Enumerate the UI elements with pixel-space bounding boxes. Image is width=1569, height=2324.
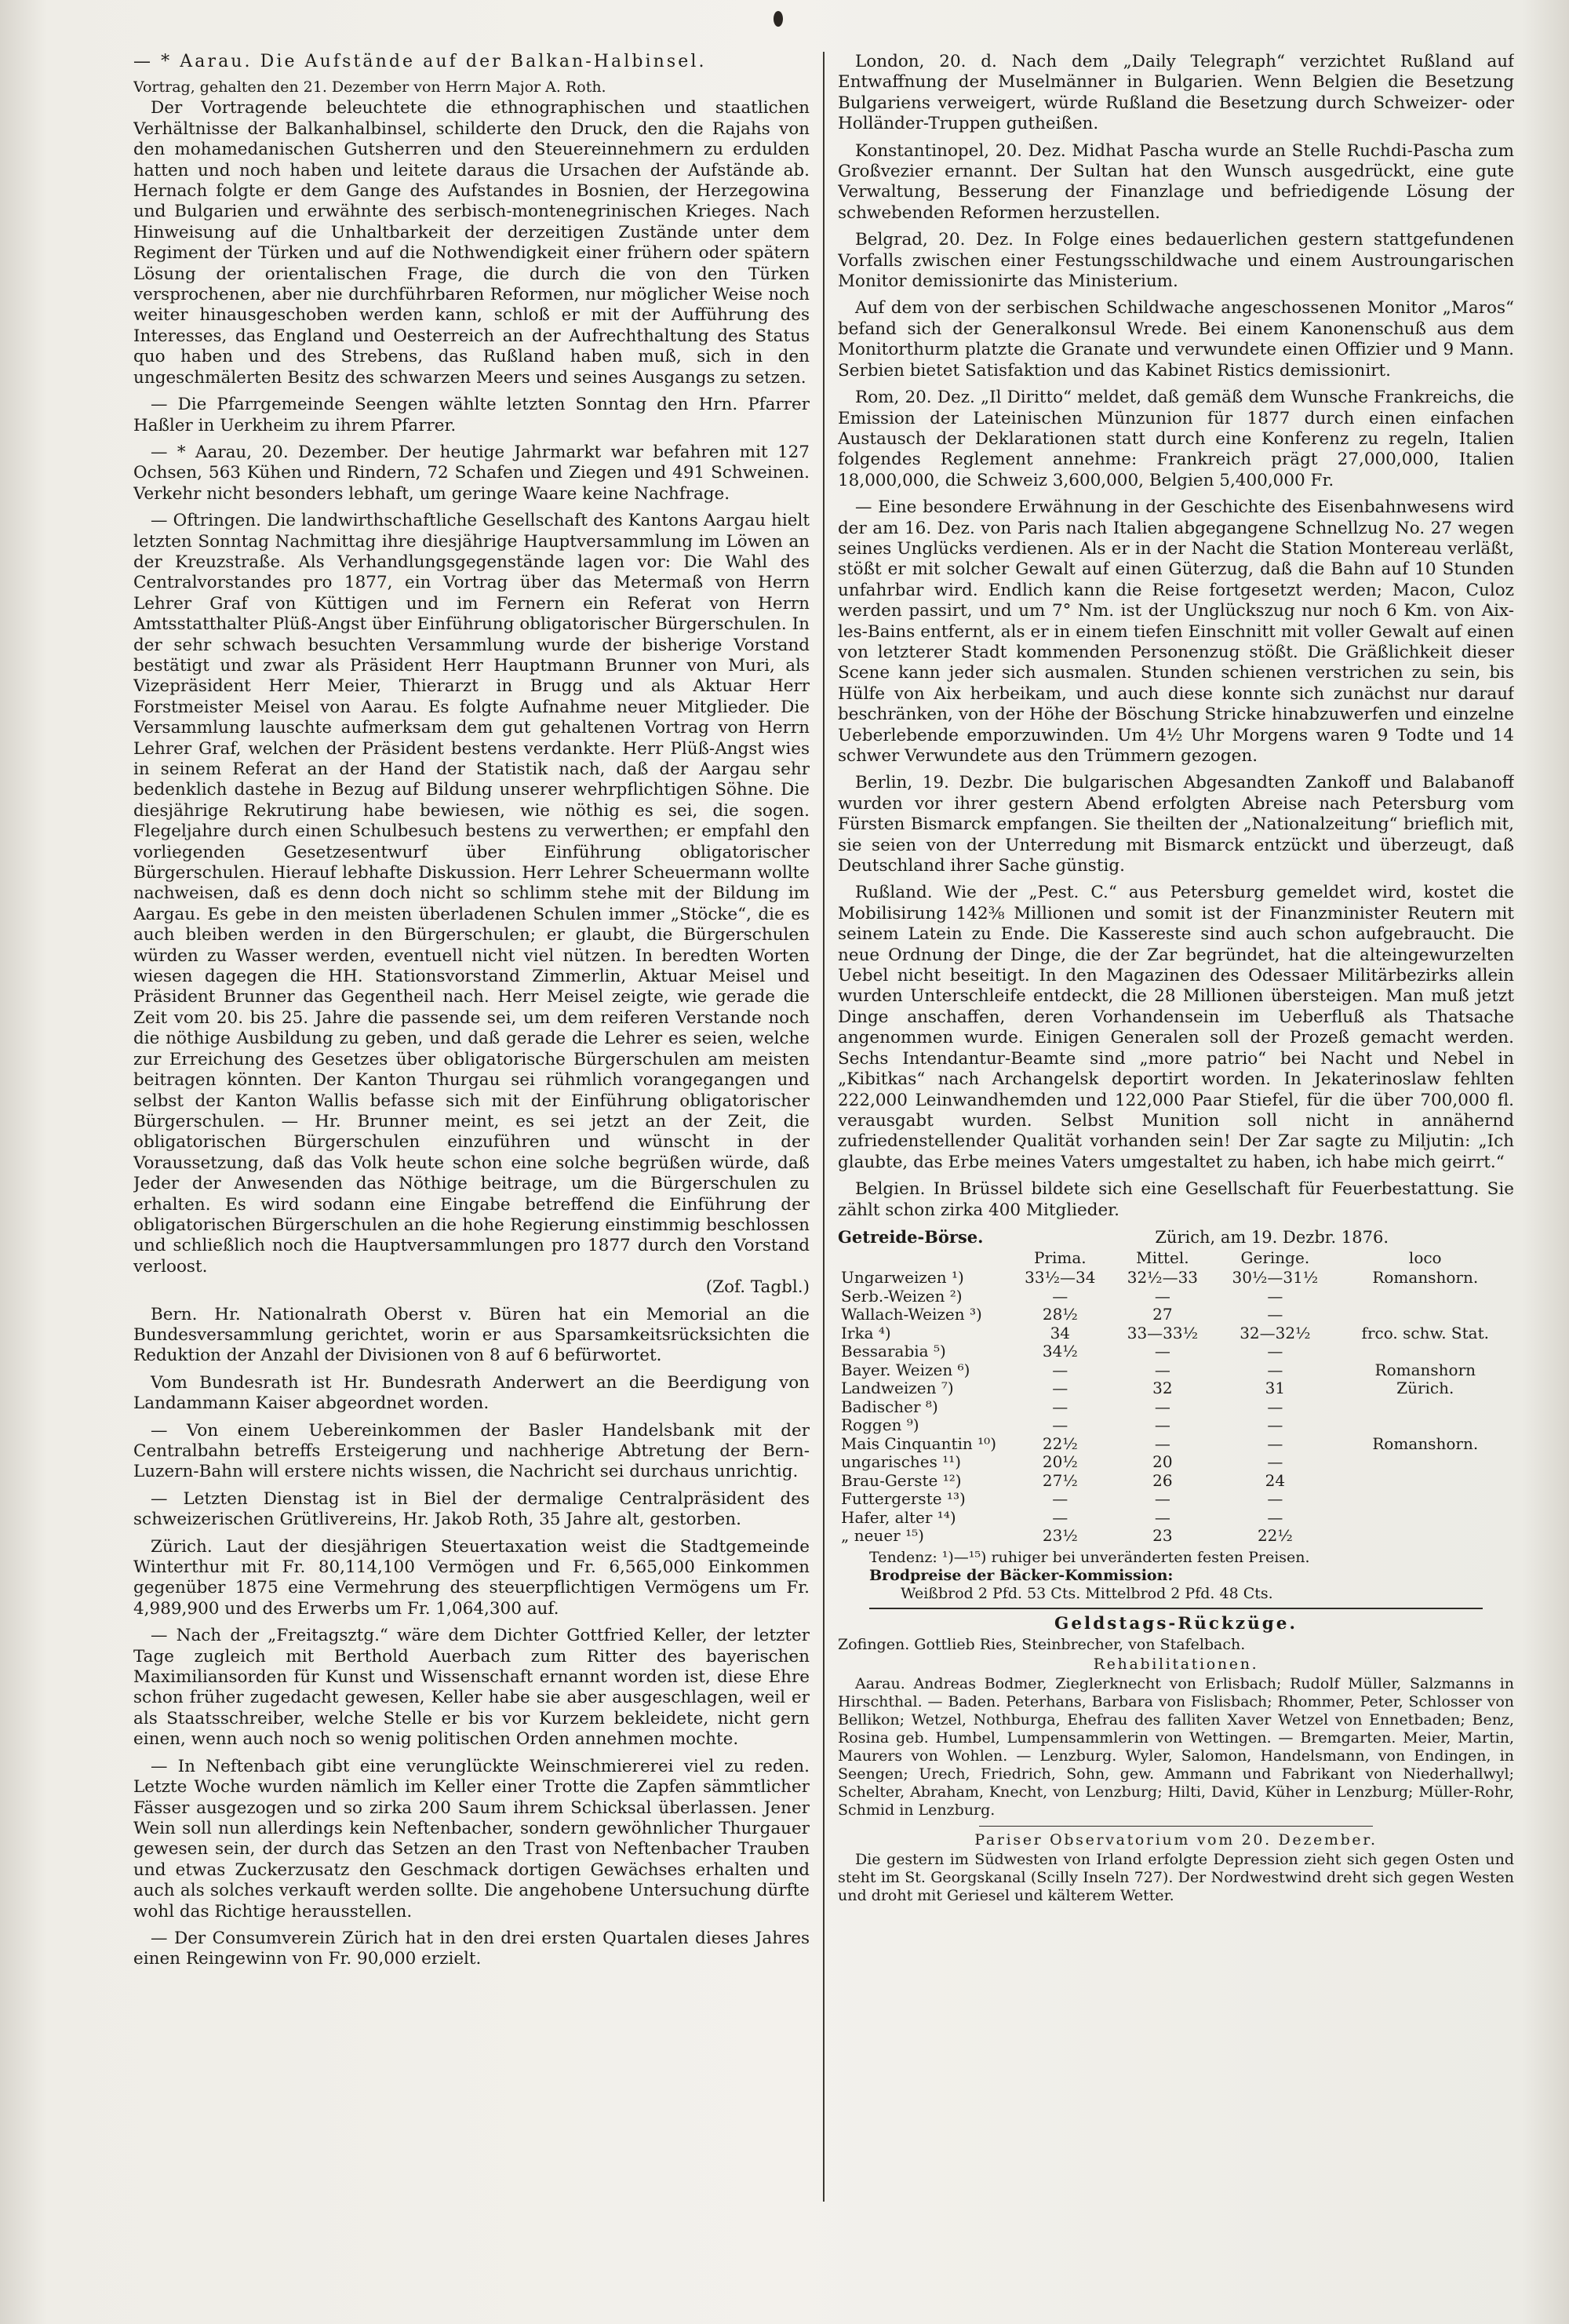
market-price-cell: — — [1154, 1286, 1170, 1306]
market-price-cell: Romanshorn — [1374, 1360, 1476, 1379]
market-price-cell: — — [1052, 1397, 1068, 1416]
observatorium-title: Pariser Observatorium vom 20. Dezember. — [974, 1831, 1378, 1849]
market-tendenz: Tendenz: ¹)—¹⁵) ruhiger bei unveränderten festen Preisen. — [869, 1548, 1310, 1566]
brod-prices: Weißbrod 2 Pfd. 53 Cts. Mittelbrod 2 Pfd. 48 Cts. — [901, 1584, 1273, 1602]
right-column — [838, 52, 1514, 2277]
market-price-cell: — — [1052, 1379, 1068, 1398]
article-london: London, 20. d. Nach dem „Daily Telegraph“ verzichtet Rußland auf Entwaffnung der Muselmänner in Bulgarien. Wenn Belgien die Besetzung Bulgariens verweigert, würde Rußland die Besetzung durch Schweizer- oder Holländer-Truppen gutheißen. — [838, 52, 1514, 134]
market-row — [838, 1361, 1514, 1380]
rehab-list: Aarau. Andreas Bodmer, Zieglerknecht von Erlisbach; Rudolf Müller, Salzmanns in Hirschthal. — Baden. Peterhans, Barbara von Fislisbach; Rhommer, Peter, Schlosser von Bellikon; Wetzel, Nothburga, Ehefrau des falliten Xaver Wetzel von Ennetbaden; Benz, Rosina geb. Humbel, Lumpensammlerin von Wettingen. — Bremgarten. Meier, Martin, Maurers von Wohlen. — Lenzburg. Wyler, Salomon, Handelsmann, von Endingen, in Seengen; Urech, Friedrich, Sohn, gew. Ammann und Fabrikant von Niederhallwyl; Schelter, Abraham, Knecht, von Lenzburg; Hilti, David, Küher in Lenzburg; Müller-Rohr, Schmid in Lenzburg. — [838, 1675, 1514, 1819]
market-grain-name: Bayer. Weizen ⁶) — [841, 1360, 970, 1379]
market-price-cell: — — [1267, 1360, 1283, 1379]
market-price-cell: — — [1052, 1489, 1068, 1509]
rehab-title: Rehabilitationen. — [1093, 1656, 1259, 1674]
section-rule-short — [979, 1826, 1373, 1827]
market-price-cell: — — [1154, 1433, 1170, 1453]
market-price-cell: — — [1267, 1286, 1283, 1306]
article-rom: Rom, 20. Dez. „Il Diritto“ meldet, daß gemäß dem Wunsche Frankreichs, die Emission der Lateinischen Münzunion für 1877 durch einen einfachen Austausch der Deklarationen statt durch eine Konferenz zu regeln, Italien folgendes Reglement annehme: Frankreich prägt 27,000,000, Italien 18,000,000, die Schweiz 3,600,000, Belgien 5,400,000 Fr. — [838, 388, 1514, 490]
market-grain-name: Landweizen ⁷) — [841, 1379, 954, 1398]
market-price-cell: 22½ — [1042, 1433, 1078, 1453]
market-price-cell: — — [1267, 1489, 1283, 1509]
market-price-cell: — — [1154, 1342, 1170, 1361]
market-grain-name: Serb.-Weizen ²) — [841, 1286, 963, 1306]
market-row — [838, 1324, 1514, 1343]
market-price-cell: — — [1154, 1415, 1170, 1435]
market-price-cell: — — [1267, 1452, 1283, 1472]
article-aarau-market: — * Aarau, 20. Dezember. Der heutige Jahrmarkt war befahren mit 127 Ochsen, 563 Kühen und Rindern, 72 Schafen und Ziegen und 491 Schweinen. Verkehr nicht besonders lebhaft, um geringe Waare keine Nachfrage. — [133, 442, 810, 504]
article-aarau-heading: — * Aarau. Die Aufstände auf der Balkan-Halbinsel. — [133, 52, 707, 71]
market-price-cell: — — [1267, 1433, 1283, 1453]
market-price-cell: — — [1052, 1286, 1068, 1306]
market-grain-name: Roggen ⁹) — [841, 1415, 919, 1435]
market-price-cell: 33½—34 — [1025, 1268, 1096, 1288]
market-grain-name: ungarisches ¹¹) — [841, 1452, 962, 1472]
market-row — [838, 1416, 1514, 1435]
market-price-cell — [1337, 1416, 1514, 1435]
market-price-cell: — — [1267, 1507, 1283, 1527]
section-rule — [869, 1608, 1483, 1609]
market-rows — [838, 1269, 1514, 1546]
market-price-cell: 32½—33 — [1127, 1268, 1199, 1288]
article-consumverein: — Der Consumverein Zürich hat in den drei ersten Quartalen dieses Jahres einen Reingewinn von Fr. 90,000 erzielt. — [133, 1928, 810, 1969]
grain-price-table — [838, 1249, 1514, 1546]
market-row — [838, 1509, 1514, 1528]
market-grain-name: Hafer, alter ¹⁴) — [841, 1507, 956, 1527]
article-oftringen-source: (Zof. Tagbl.) — [705, 1277, 810, 1298]
market-price-cell: 32—32½ — [1240, 1323, 1311, 1342]
market-row — [838, 1306, 1514, 1324]
market-price-cell: 23½ — [1042, 1526, 1078, 1546]
market-price-cell: — — [1267, 1397, 1283, 1416]
article-belgien: Belgien. In Brüssel bildete sich eine Gesellschaft für Feuerbestattung. Sie zählt schon zirka 400 Mitglieder. — [838, 1179, 1514, 1220]
market-price-cell: 30½—31½ — [1232, 1268, 1319, 1288]
market-price-cell — [1337, 1306, 1514, 1324]
brod-title: Brodpreise der Bäcker-Kommission: — [869, 1566, 1174, 1584]
market-price-cell — [1337, 1472, 1514, 1491]
market-row — [838, 1453, 1514, 1472]
market-grain-name: Brau-Gerste ¹²) — [841, 1470, 962, 1490]
market-row — [838, 1269, 1514, 1288]
article-berlin: Berlin, 19. Dezbr. Die bulgarischen Abgesandten Zankoff und Balabanoff wurden vor ihrer gestern Abend erfolgten Abreise nach Petersburg vom Fürsten Bismarck empfangen. Sie theilten der „Nationalzeitung“ brieflich mit, sie seien von der Unterredung mit Bismarck entzückt und überzeugt, daß Deutschland ihrer Sache günstig. — [838, 773, 1514, 876]
market-header-row — [838, 1249, 1514, 1269]
market-grain-name: Ungarweizen ¹) — [841, 1268, 964, 1288]
market-col-header: Mittel. — [1136, 1248, 1189, 1267]
article-eisenbahn: — Eine besondere Erwähnung in der Geschichte des Eisenbahnwesens wird der am 16. Dez. von Paris nach Italien abgegangene Schnellzug No. 27 wegen seines Unglücks verdienen. Als er in der Nacht die Station Montereau verläßt, stößt er mit solcher Gewalt auf einen Güterzug, daß die Bahn auf 10 Stunden unfahrbar wird. Endlich kann die Reise fortgesetzt werden; Macon, Culoz werden passirt, und um 7° Nm. ist der Unglückszug nur noch 6 Km. von Aix-les-Bains entfernt, als er in einem tiefen Einschnitt mit voller Gewalt auf einen von letzterer Stadt kommenden Personenzug stößt. Die Gräßlichkeit dieser Scene kann jeder sich ausmalen. Stunden schienen verstrichen zu sein, bis Hülfe von Aix herbeikam, und auch diese konnte sich zunächst nur darauf beschränken, von der Höhe der Böschung Stricke hinabzuwerfen und einzelne Ueberlebende emporzuwinden. Um 4½ Uhr Morgens waren 9 Todte und 14 schwer Verwundete aus den Trümmern gezogen. — [838, 497, 1514, 766]
market-grain-name: „ neuer ¹⁵) — [841, 1526, 924, 1546]
market-header-blank — [838, 1249, 1009, 1269]
market-col-header: loco — [1408, 1248, 1442, 1267]
market-grain-name: Wallach-Weizen ³) — [841, 1305, 982, 1324]
market-grain-name: Badischer ⁸) — [841, 1397, 938, 1416]
article-zuerich-steuer: Zürich. Laut der diesjährigen Steuertaxation weist die Stadtgemeinde Winterthur mit Fr. 80,114,100 Vermögen und Fr. 6,565,000 Einkommen gegenüber 1875 eine Vermehrung des steuerpflichtigen Vermögens um Fr. 4,989,900 und des Erwerbs um Fr. 1,064,300 auf. — [133, 1536, 810, 1619]
market-price-cell: 27½ — [1042, 1470, 1078, 1490]
market-row — [838, 1288, 1514, 1306]
market-price-cell: 28½ — [1042, 1305, 1078, 1324]
article-aarau-body: Der Vortragende beleuchtete die ethnographischen und staatlichen Verhältnisse der Balkanhalbinsel, schilderte den Druck, den die Rajahs von den mohamedanischen Gutsherren und den Steuereinnehmern zu erdulden hatten und noch haben und leitete daraus die Ursachen der Aufstände ab. Hernach folgte er dem Gange des Aufstandes in Bosnien, der Herzegowina und Bulgarien und erwähnte des serbisch-montenegrinischen Krieges. Nach Hinweisung auf die Unhaltbarkeit der derzeitigen Zustände unter dem Regiment der Türken und auf die Nothwendigkeit einer frühern oder spätern Lösung der orientalischen Frage, die durch die von den Türken versprochenen, aber nie durchführbaren Reformen, nur möglicher Weise noch weiter hinausgeschoben werden kann, schloß er mit der Aufführung des Interesses, das England und Oesterreich an der Aufrechthaltung des Status quo haben und des Strebens, das Rußland haben muß, sich in den ungeschmälerten Besitz des schwarzen Meers und seines Ausgangs zu setzen. — [133, 98, 810, 388]
market-col-header: Geringe. — [1240, 1248, 1310, 1267]
article-monitor-maros: Auf dem von der serbischen Schildwache angeschossenen Monitor „Maros“ befand sich der Generalkonsul Wrede. Bei einem Kanonenschuß aus dem Monitorthurm platzte die Granate und verwundete einen Offizier und 9 Mann. Serbien bietet Satisfaktion und das Kabinet Ristics demissionirt. — [838, 298, 1514, 381]
article-russland: Rußland. Wie der „Pest. C.“ aus Petersburg gemeldet wird, kostet die Mobilisirung 142⅜ Millionen und somit ist der Finanzminister Reutern mit seinem Latein zu Ende. Die Kassereste sind auch schon aufgebraucht. Die neue Ordnung der Dinge, die der Zar begründet, hat die alteingewurzelten Uebel nicht beseitigt. In den Magazinen des Odessaer Militärbezirks allein wurden Unterschleife entdeckt, die 28 Millionen übersteigen. Man muß jetzt Dinge anschaffen, deren Vorhandensein im Ueberfluß als Thatsache angenommen wurde. Einigen Generalen soll der Prozeß gemacht werden. Sechs Intendantur-Beamte sind „more patrio“ bei Nacht und Nebel in „Kibitkas“ nach Archangelsk deportirt worden. In Jekaterinoslaw fehlten 222,000 Leinwandhemden und 122,000 Paar Stiefel, für die über 700,000 fl. verausgabt wurden. Selbst Munition soll nicht in annähernd zufriedenstellender Qualität vorhanden sein! Der Zar sagte zu Miljutin: „Ich glaubte, das Erbe meines Vaters umgestaltet zu haben, ich habe mich geirrt.“ — [838, 883, 1514, 1172]
market-price-cell: 32 — [1152, 1379, 1173, 1398]
geldstag-title: Geldstags-Rückzüge. — [1054, 1613, 1298, 1634]
market-grain-name: Irka ⁴) — [841, 1323, 891, 1342]
market-header — [838, 1227, 1514, 1248]
article-aarau-subheading: Vortrag, gehalten den 21. Dezember von Herrn Major A. Roth. — [133, 78, 606, 97]
market-price-cell: frco. schw. Stat. — [1361, 1323, 1489, 1342]
market-price-cell: 31 — [1265, 1379, 1286, 1398]
left-column — [133, 52, 810, 2277]
market-price-cell: — — [1154, 1489, 1170, 1509]
column-divider — [823, 52, 825, 2202]
market-price-cell — [1337, 1453, 1514, 1472]
market-price-cell: Romanshorn. — [1372, 1268, 1479, 1288]
market-grain-name: Bessarabia ⁵) — [841, 1342, 946, 1361]
market-row — [838, 1342, 1514, 1361]
market-price-cell — [1337, 1398, 1514, 1417]
article-konstantinopel: Konstantinopel, 20. Dez. Midhat Pascha wurde an Stelle Ruchdi-Pascha zum Großvezier ernannt. Der Sultan hat den Wunsch ausgedrückt, eine gute Verwaltung, Besserung der Finanzlage und befriedigende Lösung der schwebenden Reformen herzustellen. — [838, 140, 1514, 223]
market-price-cell: 24 — [1265, 1470, 1286, 1490]
market-price-cell: Romanshorn. — [1372, 1433, 1479, 1453]
market-row — [838, 1435, 1514, 1454]
market-price-cell: 22½ — [1257, 1526, 1293, 1546]
market-row — [838, 1398, 1514, 1417]
market-price-cell: — — [1052, 1507, 1068, 1527]
market-col-header: Prima. — [1033, 1248, 1087, 1267]
market-row — [838, 1379, 1514, 1398]
article-oftringen: — Oftringen. Die landwirthschaftliche Gesellschaft des Kantons Aargau hielt letzten Sonntag Nachmittag ihre diesjährige Hauptversammlung im Löwen an der Kreuzstraße. Als Verhandlungsgegenstände lagen vor: Die Wahl des Centralvorstandes pro 1877, ein Vortrag über das Metermaß von Herrn Lehrer Graf von Küttigen und im Fernern ein Referat von Herrn Amtsstatthalter Plüß-Angst über Einführung obligatorischer Bürgerschulen. In der sehr schwach besuchten Versammlung wurde der bisherige Vorstand bestätigt und zwar als Präsident Herr Hauptmann Brunner von Muri, als Vizepräsident Herr Meier, Thierarzt in Brugg und als Aktuar Herr Forstmeister Meisel von Aarau. Es folgte Aufnahme neuer Mitglieder. Die Versammlung lauschte aufmerksam dem gut gehaltenen Vortrag von Herrn Lehrer Graf, welchen der Präsident bestens verdankte. Herr Plüß-Angst wies in seinem Referat an der Hand der Statistik nach, daß der Aargau sehr bedenklich dastehe in Bezug auf Bildung unserer wehrpflichtigen Söhne. Die diesjährige Rekrutirung habe bewiesen, wie nöthig es sei, die sogen. Flegeljahre durch einen Schulbesuch bestens zu verwerthen; er empfahl den vorliegenden Gesetzesentwurf über Einführung obligatorischer Bürgerschulen. Hierauf lebhafte Diskussion. Herr Lehrer Scheuermann wollte nachweisen, daß es denn doch nicht so schlimm stehe mit der Bildung im Aargau. Es gebe in den meisten überladenen Schulen immer „Stöcke“, die es auch bleiben werden in den Bürgerschulen; er glaubt, die Bürgerschulen würden zu Wasser werden, eventuell nicht viel nützen. In beredten Worten wiesen dagegen die HH. Stationsvorstand Zimmerlin, Aktuar Meisel und Präsident Brunner das Gegentheil nach. Herr Meisel zeigte, wie gerade die Zeit vom 20. bis 25. Jahre die passende sei, um dem reiferen Verstande noch die nöthige Ausbildung zu geben, und daß gerade die Lehrer es seien, welche zur Erreichung des Gesetzes über obligatorische Bürgerschulen am meisten beitragen könnten. Der Kanton Thurgau sei rühmlich vorangegangen und selbst der Kanton Wallis befasse sich mit der Einführung obligatorischer Bürgerschulen. — Hr. Brunner meint, es sei jetzt an der Zeit, die obligatorischen Bürgerschulen einzuführen und wünscht in der Voraussetzung, daß das Volk heute schon eine solche begrüßen würde, daß Jeder der Anwesenden das Nöthige beitrage, um die Bürgerschulen zu erhalten. Es wird sodann eine Eingabe betreffend die Einführung der obligatorischen Bürgerschulen an die hohe Regierung einstimmig beschlossen und schließlich noch die Hauptversammlungen pro 1877 durch den Vorstand verloost. — [133, 511, 810, 1277]
market-price-cell: 27 — [1152, 1305, 1173, 1324]
market-price-cell: — — [1052, 1360, 1068, 1379]
market-price-cell: — — [1154, 1507, 1170, 1527]
market-price-cell: — — [1267, 1305, 1283, 1324]
market-price-cell: 20 — [1152, 1452, 1173, 1472]
market-row — [838, 1490, 1514, 1509]
observatorium-body: Die gestern im Südwesten von Irland erfolgte Depression zieht sich gegen Osten und steht im St. Georgskanal (Scilly Inseln 727). Der Nordwestwind dreht sich gegen Westen und droht mit Geriesel und kälterem Wetter. — [838, 1851, 1514, 1905]
market-grain-name: Futtergerste ¹³) — [841, 1489, 966, 1509]
market-price-cell: — — [1267, 1342, 1283, 1361]
market-price-cell: Zürich. — [1396, 1379, 1454, 1398]
market-price-cell — [1337, 1509, 1514, 1528]
market-price-cell: 26 — [1152, 1470, 1173, 1490]
ink-spot — [774, 11, 783, 27]
market-price-cell — [1337, 1342, 1514, 1361]
market-price-cell — [1337, 1527, 1514, 1546]
market-price-cell: — — [1154, 1397, 1170, 1416]
article-basler-handelsbank: — Von einem Uebereinkommen der Basler Handelsbank mit der Centralbahn betreffs Ersteigerung und nachherige Abtretung der Bern-Luzern-Bahn will erstere nichts wissen, die Nachricht sei durchaus unrichtig. — [133, 1420, 810, 1482]
market-place-date: Zürich, am 19. Dezbr. 1876. — [1155, 1227, 1389, 1247]
article-seengen: — Die Pfarrgemeinde Seengen wählte letzten Sonntag den Hrn. Pfarrer Haßler in Uerkheim zu ihrem Pfarrer. — [133, 395, 810, 435]
market-price-cell: 20½ — [1042, 1452, 1078, 1472]
market-price-cell: 33—33½ — [1127, 1323, 1199, 1342]
market-grain-name: Mais Cinquantin ¹⁰) — [841, 1433, 996, 1453]
market-price-cell: — — [1154, 1360, 1170, 1379]
market-price-cell: 34½ — [1042, 1342, 1078, 1361]
market-price-cell: 34 — [1050, 1323, 1071, 1342]
market-row — [838, 1472, 1514, 1491]
market-title: Getreide-Börse. — [838, 1226, 984, 1247]
article-biel: — Letzten Dienstag ist in Biel der dermalige Centralpräsident des schweizerischen Grütlivereins, Hr. Jakob Roth, 35 Jahre alt, gestorben. — [133, 1488, 810, 1530]
market-price-cell: 23 — [1152, 1526, 1173, 1546]
article-bern: Bern. Hr. Nationalrath Oberst v. Büren hat ein Memorial an die Bundesversammlung gerichtet, worin er aus Sparsamkeitsrücksichten die Reduktion der Anzahl der Divisionen von 8 auf 6 befürwortet. — [133, 1304, 810, 1366]
market-price-cell — [1337, 1288, 1514, 1306]
article-keller: — Nach der „Freitagsztg.“ wäre dem Dichter Gottfried Keller, der letzter Tage zugleich mit Berthold Auerbach zum Ritter des bayerischen Maximiliansorden für Kunst und Wissenschaft ernannt worden ist, diese Ehre schon früher zugedacht gewesen, Keller habe sie aber ausgeschlagen, weil er als Staatsschreiber, welche Stelle er bis vor Kurzem bekleidete, nicht gern einen, wenn auch noch so wenig politischen Orden annehmen mochte. — [133, 1626, 810, 1750]
geldstag-zofingen: Zofingen. Gottlieb Ries, Steinbrecher, von Stafelbach. — [838, 1636, 1246, 1654]
market-price-cell: — — [1052, 1415, 1068, 1435]
market-price-cell — [1337, 1490, 1514, 1509]
article-bundesrath: Vom Bundesrath ist Hr. Bundesrath Anderwert an die Beerdigung von Landammann Kaiser abgeordnet worden. — [133, 1372, 810, 1414]
market-row — [838, 1527, 1514, 1546]
market-price-cell: — — [1267, 1415, 1283, 1435]
article-belgrad: Belgrad, 20. Dez. In Folge eines bedauerlichen gestern stattgefundenen Vorfalls zwischen einer Festungsschildwache und einem Austroungarischen Monitor demissionirte das Ministerium. — [838, 230, 1514, 292]
article-neftenbach: — In Neftenbach gibt eine verunglückte Weinschmiererei viel zu reden. Letzte Woche wurden nämlich im Keller einer Trotte die Zapfen sämmtlicher Fässer ausgezogen und so zirka 200 Saum ihrem Schicksal überlassen. Jener Wein soll nun allerdings kein Neftenbacher, sondern gewöhnlicher Thurgauer gewesen sein, der durch das Setzen an den Trast von Neftenbacher Trauben und etwas Zuckerzusatz den Geschmack dortigen Gewächses erhalten und auch als solches verkauft werden sollte. Die angehobene Untersuchung dürfte wohl das Richtige herausstellen. — [133, 1756, 810, 1921]
